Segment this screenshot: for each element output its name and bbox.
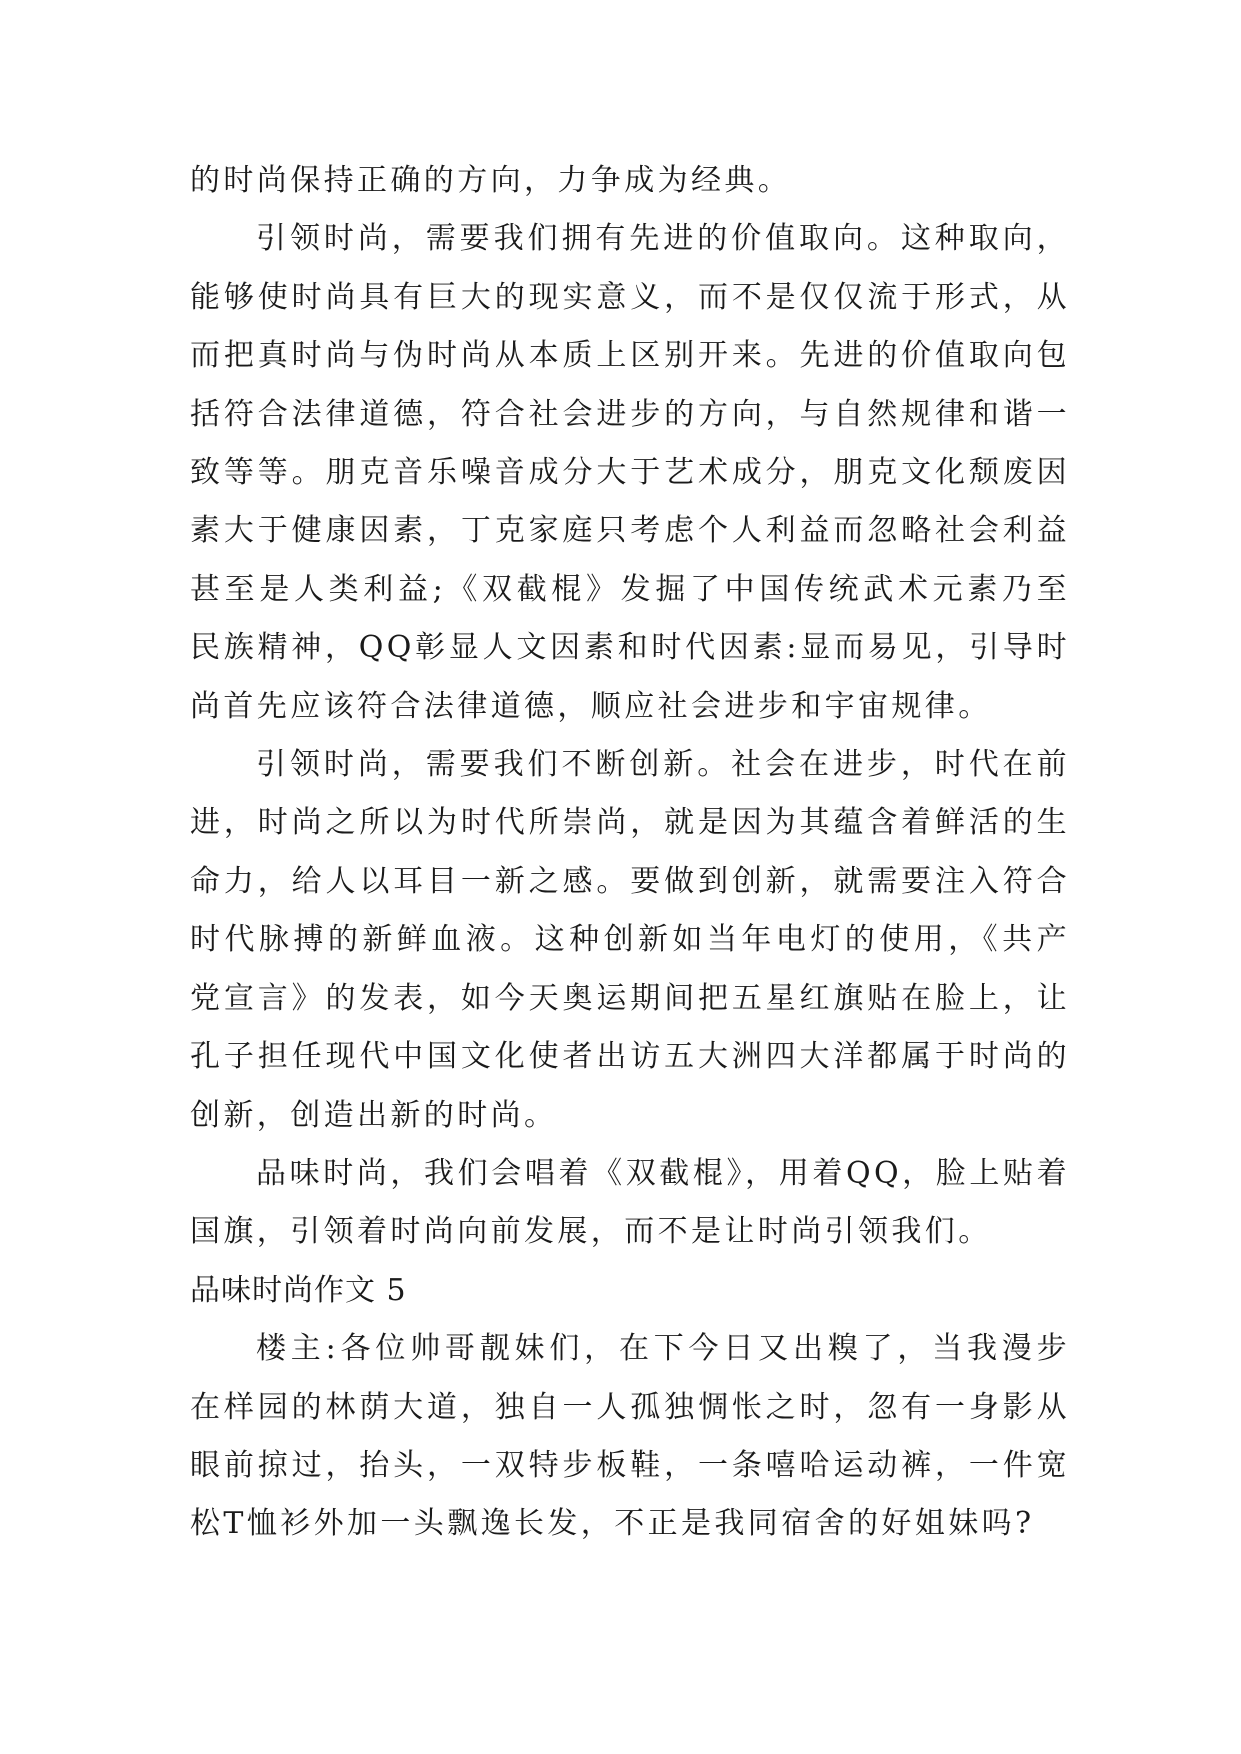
paragraph-4: 品味时尚，我们会唱着《双截棍》，用着QQ，脸上贴着国旗，引领着时尚向前发展，而不是让时尚引领我们。 — [190, 1155, 1070, 1250]
paragraph-3: 引领时尚，需要我们不断创新。社会在进步，时代在前进，时尚之所以为时代所崇尚，就是因为其蕴含着鲜活的生命力，给人以耳目一新之感。要做到创新，就需要注入符合时代脉搏的新鲜血液。这种创新如当年电灯的使用，《共产党宣言》的发表，如今天奥运期间把五星红旗贴在脸上，让孔子担任现代中国文化使者出访五大洲四大洋都属于时尚的创新，创造出新的时尚。 — [190, 747, 1070, 1133]
paragraph-5: 楼主:各位帅哥靓妹们，在下今日又出糗了，当我漫步在样园的林荫大道，独自一人孤独惆怅之时，忽有一身影从眼前掠过，抬头，一双特步板鞋，一条嘻哈运动裤，一件宽松T恤衫外加一头飘逸长发，不正是我同宿舍的好姐妹吗? — [190, 1331, 1070, 1542]
section-heading: 品味时尚作文 5 — [190, 1272, 407, 1308]
document-body — [190, 152, 1070, 1554]
paragraph-1: 的时尚保持正确的方向，力争成为经典。 — [190, 163, 792, 198]
paragraph-2: 引领时尚，需要我们拥有先进的价值取向。这种取向，能够使时尚具有巨大的现实意义，而不是仅仅流于形式，从而把真时尚与伪时尚从本质上区别开来。先进的价值取向包括符合法律道德，符合社会进步的方向，与自然规律和谐一致等等。朋克音乐噪音成分大于艺术成分，朋克文化颓废因素大于健康因素，丁克家庭只考虑个人利益而忽略社会利益甚至是人类利益;《双截棍》发掘了中国传统武术元素乃至民族精神，QQ彰显人文因素和时代因素:显而易见，引导时尚首先应该符合法律道德，顺应社会进步和宇宙规律。 — [190, 221, 1070, 724]
